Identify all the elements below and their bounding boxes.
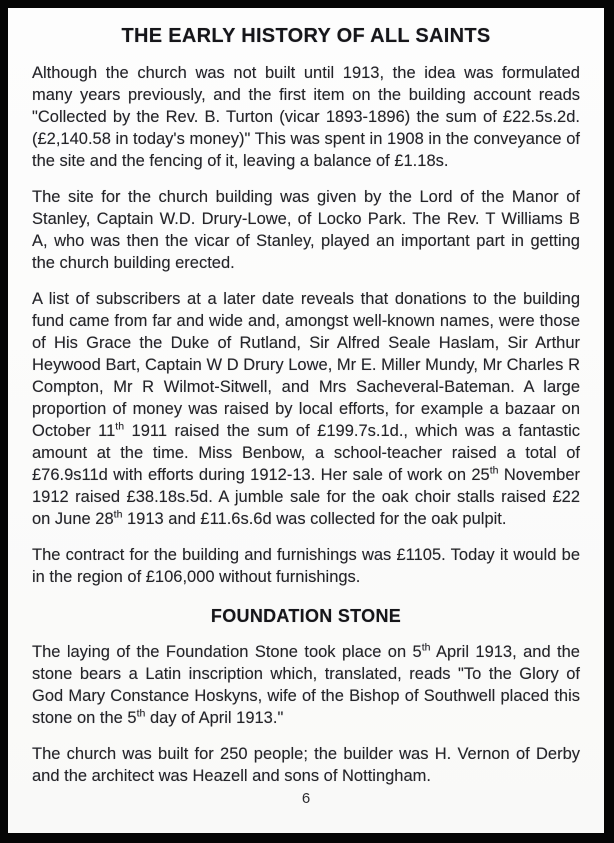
- paragraph-contract-cost: The contract for the building and furnishings was £1105. Today it would be in the region of £106,000 without furnishings.: [32, 546, 580, 586]
- paragraph-builder-architect: The church was built for 250 people; the builder was H. Vernon of Derby and the architect was Heazell and sons of Nottingham.: [32, 745, 580, 785]
- section-heading-foundation-stone: FOUNDATION STONE: [210, 606, 402, 626]
- paragraph-foundation-stone: The laying of the Foundation Stone took place on 5th April 1913, and the stone bears a Latin inscription which, translated, reads "To the Glory of God Mary Constance Hoskyns, wife of the Bishop of Southwell placed this stone on the 5th day of April 1913.": [32, 641, 580, 727]
- ordinal-superscript: th: [489, 464, 499, 477]
- ordinal-superscript: th: [421, 641, 431, 654]
- paragraph-subscribers: A list of subscribers at a later date reveals that donations to the building fund came from far and wide and, amongst well-known names, were those of His Grace the Duke of Rutland, Sir Alfred Seale Haslam, Sir Arthur Heywood Bart, Captain W D Drury Lowe, Mr E. Miller Mundy, Mr Charles R Compton, Mr R Wilmot-Sitwell, and Mrs Sacheveral-Bateman. A large proportion of money was raised by local efforts, for example a bazaar on October 11th 1911 raised the sum of £199.7s.1d., which was a fantastic amount at the time. Miss Benbow, a school-teacher raised a total of £76.9s11d with efforts during 1912-13. Her sale of work on 25th November 1912 raised £38.18s.5d. A jumble sale for the oak choir stalls raised £22 on June 28th 1913 and £11.6s.6d was collected for the oak pulpit.: [32, 290, 581, 528]
- ordinal-superscript: th: [136, 707, 146, 720]
- ordinal-superscript: th: [113, 508, 123, 521]
- paragraph-building-account: Although the church was not built until 1913, the idea was formulated many years previously, and the first item on the building account reads "Collected by the Rev. B. Turton (vicar 1893-1896) the sum of £22.5s.2d. (£2,140.58 in today's money)" This was spent in 1908 in the conveyance of the site and the fencing of it, leaving a balance of £1.18s.: [32, 64, 580, 170]
- ordinal-superscript: th: [115, 420, 125, 433]
- page-number: 6: [301, 790, 311, 807]
- page-title: THE EARLY HISTORY OF ALL SAINTS: [121, 25, 491, 47]
- paragraph-site-gift: The site for the church building was given by the Lord of the Manor of Stanley, Captain W.D. Drury-Lowe, of Locko Park. The Rev. T Williams B A, who was then the vicar of Stanley, played an important part in getting the church building erected.: [32, 188, 580, 272]
- document-page: [8, 8, 604, 833]
